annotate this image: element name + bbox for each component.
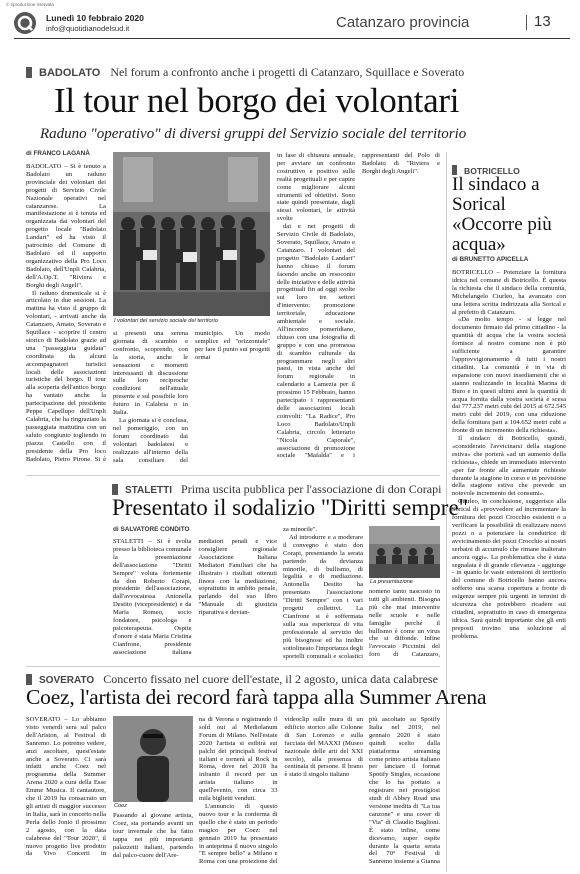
section-marker-icon (26, 674, 32, 685)
headline: Il tour nel borgo dei volontari (54, 81, 460, 120)
byline: di SALVATORE CONDITO (113, 526, 190, 533)
paragraph: più ascoltato su Spotify Italia nel 2019, nel gennaio 2020 è stato quindi scelto dalla piattaforma streaming come primo artista italiano per lanciare il format Spotify Singles, occasione che lo ha portato a registrare nei prestigiosi studi di Abbey Road una versione inedita di "La tua canzone" e una cover di "Via" di Claudio Baglioni. È stato infine, come dicevamo, super ospite durante la quarta serata del 70° Festival di Sanremo insieme a Gianna (369, 716, 440, 866)
issue-date: Lunedì 10 febbraio 2020 (46, 13, 144, 23)
paragraph: Il raduno domenicale si è articolato in due sessioni. La mattina ha visto il gruppo di volontari, - arrivati anche da Catanzaro, Amato, Soverato e Squillace - scoprire il centro storico di Badolato grazie ad una "passeggiata guidata" coordinata da alcuni accompagnatori turistici locali delle associazioni turistiche del borgo. Il tour alla scoperta dell'antico borgo ha vantato anche la partecipazione del presidente Peppe Capellupo dell'Unpli Calabria, che ha ringraziato la passeggiata mattutina con un saluto congiunto togliendo in piazza Castello con il presidente della Pro loco Badolato, Pietro Pirone. Si è (26, 289, 106, 463)
paragraph: L'annuncio di questo nuovo tour e la conferma di quello che è stato un periodo magico per Coez: nel gennaio 2019 ha presentato in anteprima il nuovo singolo "E sempre bello" a Milano e Roma con una proiezione del videoclip sulle mura di un edificio storico alle Colonne di San Lorenzo e sulla facciata del MAXXI (Museo nazionale delle arti del XXI secolo), alla presenza di centinaia di persone. Il brano è stato il singolo italiano (199, 716, 363, 866)
headline: Presentato il sodalizio "Diritti sempre" (112, 495, 469, 520)
section-name: Catanzaro provincia (336, 14, 470, 31)
section-marker-icon (26, 67, 32, 78)
article-body-right (369, 588, 440, 664)
kicker: Concerto fissato nel cuore dell'estate, il 2 agosto, unica data calabrese (103, 672, 438, 686)
article-body-left (113, 538, 277, 664)
section-marker-icon (112, 484, 118, 495)
photo-caption: Coez (114, 803, 128, 809)
article-kicker-row (26, 63, 464, 81)
paragraph: si presenti una serena giornata di scambio e confronto, scoprendo, con la storia, anche le sensazioni e momenti interessanti di discussione sulle loro reciproche condizioni nell'attuale presente e sul possibile loro futuro in Calabria o in Italia. (113, 330, 188, 417)
contact-email: info@quotidianodelsud.it (46, 24, 130, 33)
paragraph: STALETTI – Si è svolta presso la biblioteca comunale la presentazione dell'associazione "Diritti Sempre" voluta fortemente da don Roberto Corapi, presidente dell'associazione, dall'avvocatessa Antonella Destito (vicepresidente) e da Maria Romeo, socio fondatore, psicologa e psicoterapeuta. Ospite d'onore è stata Maria Cristina Cianfrone, presidente associazione italiana mediatori penali e vice consigliere regionale Associazione Italiana Mediatori Familiari che ha illustrato i risultati ottenuti finora con la mediazione, soprattutto in ambito penale, parlando del suo libro "Manuale di giustizia riparativa e devian- (113, 538, 277, 656)
location-tag: SOVERATO (39, 675, 95, 686)
page-header (14, 9, 570, 39)
paragraph: Il sindaco di Botricello, quindi, «considerato l'avvicinarsi della stagione estiva» che porterà «ad un aumento della richiesta», chiede un immediato intervento «per far fronte alle aumentate richieste durante la stagione in corso e in previsione della stagione estiva che prevede un notevole incremento dei consumi». (452, 435, 566, 498)
kicker: Nel forum a confronto anche i progetti di Catanzaro, Squillace e Soverato (110, 65, 465, 79)
paragraph: «Da molto tempo - si legge nel documento firmato dal primo cittadino - la quantità di acqua che la vostra società fornisce al nostro comune non è più sufficiente a garantire l'approvvigionamento di tutti i nostri cittadini. La comunità è in via di espansione con nuovi insediamenti che si stanno realizzando in località Marina di Buro e in questi ultimi anni la quantità di acqua fornita dalla vostra società è scesa dai 777.237 metri cubi del 2015 ai 672.545 metri cubi del 2019, con una riduzione della fornitura pari a 104.652 metri cubi a fronte di un incremento della richiesta». (452, 316, 566, 435)
paragraph: Ciurleo, in conclusione, suggerisce alla Sorical di «provvedere ad incrementare la fornitura dei pozzi Crocchio esistenti o a verificare la possibilità di realizzare nuovi pozzi o a potenziare la condutrice di avvicinamento dei pozzi Crocchio ai nostri serbatoi di accumulo che rimane inalterato ancora oggi». La problematica che è stata segnalata è di grande rilevanza - aggiunge - in quanto le vaste estensioni di territorio del comune di Botricello hanno ancora sofferto una scarsa copertura a fronte di esigenze sempre più urgenti in termini di sicurezza che potrebbero ricadere sui cittadini, soprattutto in caso di emergenza idrica. Sarà quindi importante che gli enti preposti trovino una soluzione al problema. (452, 498, 566, 640)
article-body-mid (113, 330, 270, 466)
photo-caption: I volontari del servizio sociale del territorio (114, 318, 218, 324)
location-tag: STALETTI (125, 485, 173, 496)
paragraph: dai e nei progetti di Servizio Civile di Badolato, Soverato, Squillace, Amato e Catanzaro. I volontari del progetto "Badolato Landart" hanno chiuso il forum facendo anche un resoconto delle iniziative e delle attività progettuali fin ad oggi svolte sui loro tre settori d'intervento: promozione territoriale, educazione ambientale e sociale. All'incontro pomeridiano, chiuso con una fotografia di gruppo e con una promessa di scambio culturale da programmare negli altri paesi, in vista anche del forum regionale in calendario a Lamezia per il prossimo 15 Febbraio, hanno partecipato i rappresentanti delle associazioni locali coinvolti: "La Radice", Pro Loco Badolato/Unpli Calabria, circolo letterario "Nicola Caporale", associazione di promozione sociale "Mafalda" e i rappresentanti del Polo di Badolato di "Riviera e Borghi degli Angeli". (277, 152, 440, 460)
newspaper-logo-icon (14, 12, 36, 34)
kicker: Prima uscita pubblica per l'associazione di don Corapi (181, 482, 442, 496)
article-body-right (369, 716, 440, 870)
article-body-right (277, 152, 440, 468)
paragraph: nomeno tanto nascosto in tutti gli ambienti. Bisogna più che mai intervenire nelle scuole e nelle famiglie perché il bullismo è come un virus che si diffonde. Infine l'avvocato Piccinini del foro di Catanzaro, (369, 588, 440, 659)
copyright-note: © riproduzione riservata (6, 2, 54, 7)
volunteers-photo (113, 152, 270, 316)
paragraph: BOTRICELLO – Potenziare la fornitura idrica nel comune di Botricello. È questa la richiesta che il sindaco della comunità, Michelangelo Ciurleo, ha avanzato con una lettera scritta indirizzata alla Sorical e al prefetto di Catanzaro. (452, 269, 566, 316)
paragraph: na di Verona e registrando il sold out al Mediolanum Forum di Milano. Nell'estate 2020 l'artista si esibirà sui palchi dei principali festival italiani e tornerà al Rock in Roma, dove nel 2018 ha infranto il record per un artista italiano in quell'evento, con circa 33 mila biglietti venduti. (199, 716, 278, 803)
photo-caption: La presentazione (370, 579, 413, 585)
paragraph: SOVERATO – Lo abbiamo visto venerdì sera sul palco dell'Ariston, al Festival di Sanremo. Lo potremo vedere, anzi ascoltare, quest'estate anche a Soverato. Ci sarà infatti anche Coez nel programma della Summer Arena 2020 a cura della Esse Emme Musica. Il cantautore, che il 2019 ha consacrato un gli artisti di maggior successo in Italia, sarà in concerto nella Perla dello Jonio il prossimo 2 agosto, con la data calabrese del "Tour 2020", il nuovo progetto live prodotto da Vivo Concerti in (26, 716, 106, 858)
article-body-mid-b (199, 716, 363, 870)
byline: di FRANCO LAGANÀ (26, 150, 90, 157)
coez-photo (113, 716, 193, 802)
sidebar-byline: di BRUNETTO APICELLA (452, 256, 529, 263)
presentation-photo (369, 526, 440, 578)
paragraph: Passando al giovane artista, Coez, sta portando avanti un tour invernale che ha fatto tappa nei più importanti palazzetti italiani, partendo dal palco-cuore dell'Are- (113, 812, 193, 859)
page-number: 13 (534, 13, 551, 30)
subheadline: Raduno "operativo" di diversi gruppi del Servizio sociale del territorio (40, 126, 467, 142)
paragraph: Ad introdurre e a moderare il convegno è stato don Corapi, presentando la serata partendo da devianza minorile, di bullismo, di legalità e di mediazione. Antonella Destito ha presentato l'associazione "Diritti Sempre" con i vari progetti collettivi. La Cianfrone si è soffermata sulla sua esperienza di vita professionale al servizio dei più bisognose ed ha inoltre sottolineato l'importanza degli sportelli comunali e scolastici (283, 533, 363, 660)
article-body-left (26, 716, 106, 870)
location-tag: BOTRICELLO (464, 166, 520, 176)
paragraph: BADOLATO – Si è tenuto a Badolato un raduno provinciale dei volontari dei progetti di Servizio Civile Nazionale operativi nel catanzarese. La manifestazione si è tenuta ed organizzata dai volontari del progetto locale "Badolato Landart" ed ha visto il patrocinio del Comune di Badolato ed il supporto organizzativo della Pro Loco Badolato, dell'Unpli Calabria, dell'A.Op.T. "Riviera e Borghi degli Angeli". (26, 163, 106, 289)
paragraph: za minorile". (283, 526, 318, 533)
article-body-left (26, 163, 106, 468)
sidebar-headline: Il sindaco a Sorical «Occorre più acqua» (452, 174, 552, 255)
location-tag: BADOLATO (39, 67, 101, 79)
article-body-mid (283, 526, 363, 664)
paragraph: in fase di chiusura annuale, per avviare un confronto costruttivo e positivo sulle realtà progettuali e per capire come migliorare alcuni strumenti ed obiettivi. Sono state quindi presentate, dagli stessi volontari, le attività svolte (277, 152, 355, 223)
headline: Coez, l'artista dei record farà tappa alla Summer Arena (26, 685, 487, 709)
paragraph: La giornata si è conclusa, nel pomeriggio, con un forum coordinato dai volontari badolatesi e realizzato all'interno della sala consiliare del municipio. Un modo semplice ed "orizzontale" per fare il punto sui progetti ormai (113, 330, 270, 464)
article-body-mid-a (113, 812, 193, 870)
sidebar-body (452, 269, 566, 869)
